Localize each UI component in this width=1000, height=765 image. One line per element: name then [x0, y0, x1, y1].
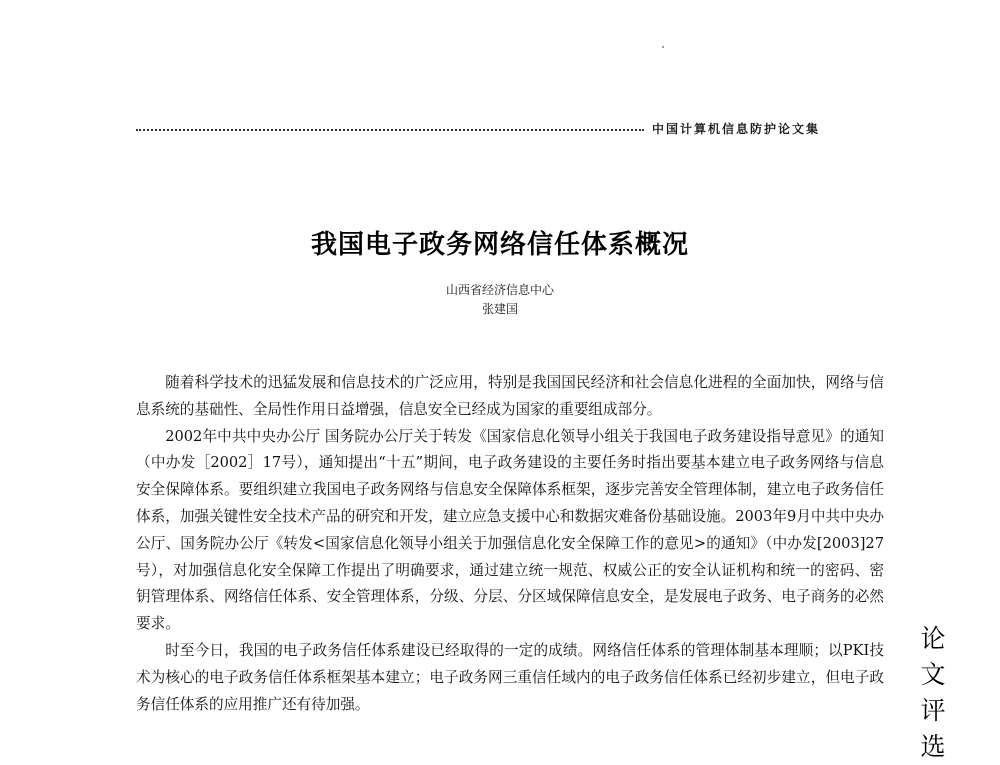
side-label-char: 论: [920, 624, 946, 653]
article-body: [136, 370, 884, 718]
side-label-char: 选: [920, 732, 946, 761]
body-paragraph: 随着科学技术的迅猛发展和信息技术的广泛应用，特别是我国国民经济和社会信息化进程的全面加快，网络与信息系统的基础性、全局性作用日益增强，信息安全已经成为国家的重要组成部分。: [136, 374, 884, 418]
author-name: 张建国: [481, 302, 518, 316]
side-label-char: 评: [920, 696, 946, 725]
author-affiliation: 山西省经济信息中心: [445, 283, 554, 297]
scan-speck: [662, 46, 664, 48]
journal-name: 中国计算机信息防护论文集: [652, 122, 821, 136]
header-dotted-rule: [136, 129, 644, 131]
body-paragraph: 2002年中共中央办公厅 国务院办公厅关于转发《国家信息化领导小组关于我国电子政务建设指导意见》的通知（中办发［2002］17号），通知提出“十五”期间，电子政务建设的主要任务时指出要基本建立电子政务网络与信息安全保障体系。要组织建立我国电子政务网络与信息安全保障体系框架，逐步完善安全管理体制，建立电子政务信任体系，加强关键性安全技术产品的研究和开发，建立应急支援中心和数据灾难备份基础设施。2003年9月中共中央办公厅、国务院办公厅《转发<国家信息化领导小组关于加强信息化安全保障工作的意见>的通知》（中办发[2003]27号），对加强信息化安全保障工作提出了明确要求，通过建立统一规范、权威公正的安全认证机构和统一的密码、密钥管理体系、网络信任体系、安全管理体系，分级、分层、分区域保障信息安全，是发展电子政务、电子商务的必然要求。: [136, 427, 884, 633]
side-label-char: 文: [920, 660, 946, 689]
article-title: 我国电子政务网络信任体系概况: [310, 230, 689, 260]
body-paragraph: 时至今日，我国的电子政务信任体系建设已经取得的一定的成绩。网络信任体系的管理体制基本理顺；以PKI技术为核心的电子政务信任体系框架基本建立；电子政务网三重信任域内的电子政务信任体系已经初步建立，但电子政务信任体系的应用推广还有待加强。: [136, 641, 884, 713]
section-side-label: [913, 621, 953, 765]
